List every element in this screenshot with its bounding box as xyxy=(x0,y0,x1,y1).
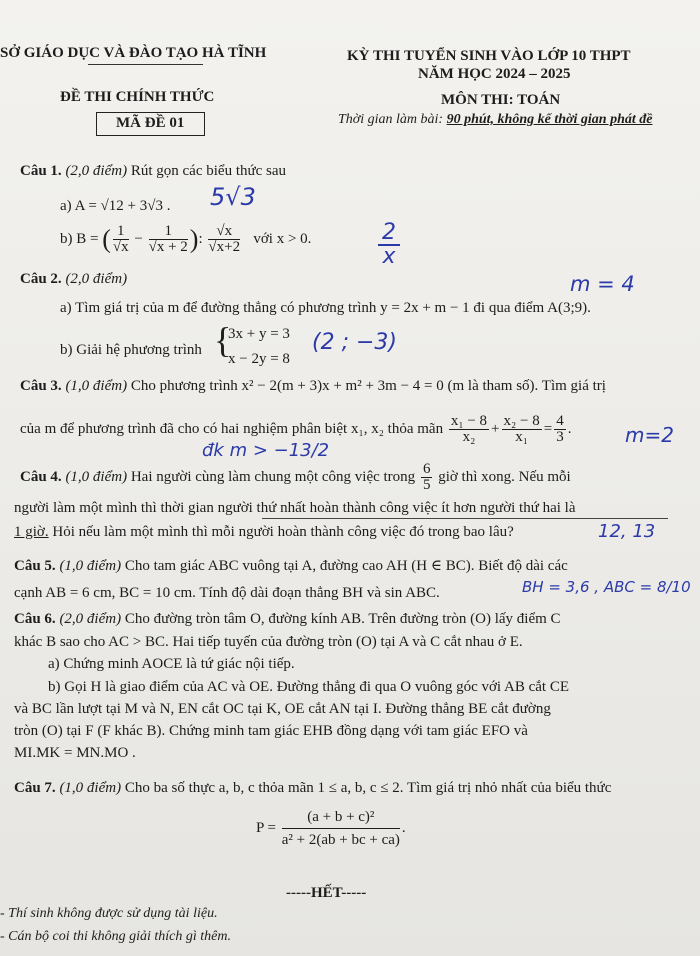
q3-points: (1,0 điểm) xyxy=(65,378,128,394)
q7-p-num: (a + b + c)² xyxy=(282,806,400,829)
q4-points: (1,0 điểm) xyxy=(65,468,128,485)
q7-title: Câu 7. xyxy=(14,780,56,796)
question-5-line1 xyxy=(14,556,568,575)
q7-text: Cho ba số thực a, b, c thỏa mãn 1 ≤ a, b, c ≤ 2. Tìm giá trị nhỏ nhất của biểu thức xyxy=(124,780,612,796)
brace-icon: { xyxy=(214,320,232,360)
q1a-expression: A = √12 + 3√3 . xyxy=(74,198,171,214)
time-value: 90 phút, không kể thời gian phát đề xyxy=(446,112,653,127)
q1a-label: a) xyxy=(60,198,72,214)
question-6-line1 xyxy=(14,611,561,628)
end-marker: -----HẾT----- xyxy=(286,885,367,901)
q7-p-den: a² + 2(ab + bc + ca) xyxy=(281,832,400,848)
handwritten-answer-3: m=2 xyxy=(625,423,674,447)
q5-line1: Cho tam giác ABC vuông tại A, đường cao AH (H ∈ BC). Biết độ dài các xyxy=(124,558,568,574)
q1b-condition: với x > 0. xyxy=(253,230,312,247)
question-4-line2: người làm một mình thì thời gian người thứ nhất hoàn thành công việc ít hơn người thứ hai là xyxy=(14,500,576,516)
q4-line1-end: giờ thì xong. Nếu mỗi xyxy=(438,468,571,485)
q6-points: (2,0 điểm) xyxy=(59,611,122,627)
hw-1b-num: 2 xyxy=(378,222,400,246)
hw-1b-den: x xyxy=(382,244,396,269)
handwritten-answer-4: 12, 13 xyxy=(598,521,656,542)
question-6-part-b3: tròn (O) tại F (F khác B). Chứng minh tam giác EHB đồng dạng với tam giác EFO và xyxy=(14,723,528,739)
q2-points: (2,0 điểm) xyxy=(65,271,128,287)
department-name: SỞ GIÁO DỤC VÀ ĐÀO TẠO HÀ TĨNH xyxy=(0,45,267,61)
school-year: NĂM HỌC 2024 – 2025 xyxy=(418,66,571,82)
handwritten-answer-2b: (2 ; −3) xyxy=(312,330,397,355)
exam-title: KỲ THI TUYỂN SINH VÀO LỚP 10 THPT xyxy=(347,48,631,64)
q2-title: Câu 2. xyxy=(20,271,62,287)
q3-text1: Cho phương trình x² − 2(m + 3)x + m² + 3m − 4 = 0 (m là tham số). Tìm giá trị xyxy=(130,378,606,394)
official-label: ĐỀ THI CHÍNH THỨC xyxy=(60,89,215,105)
q4-frac-num: 6 xyxy=(422,461,431,477)
question-6-part-b1: b) Gọi H là giao điểm của AC và OE. Đường thẳng đi qua O vuông góc với AB cắt CE xyxy=(48,679,569,695)
q3-frac2-den: x₁ xyxy=(515,429,528,445)
q5-title: Câu 5. xyxy=(14,558,56,574)
q7-points: (1,0 điểm) xyxy=(59,780,122,796)
q6-title: Câu 6. xyxy=(14,611,56,627)
q3-title: Câu 3. xyxy=(20,378,62,394)
handwritten-condition-3: đk m > −13/2 xyxy=(202,440,330,461)
footer-note-2: - Cán bộ coi thi không giải thích gì thêm. xyxy=(0,929,231,944)
exam-code: MÃ ĐỀ 01 xyxy=(116,115,185,131)
q2-part-a: a) Tìm giá trị của m để đường thẳng có phương trình y = 2x + m − 1 đi qua điểm A(3;9). xyxy=(60,300,591,316)
dept-underline xyxy=(88,64,203,65)
q1-part-b: b) B = ( $\frac{1}{√x}$ − $\frac{1}{√x + 2}$ ): $\frac{√x}{√x+2}$ với x > 0. xyxy=(60,223,312,255)
q4-line3b: Hỏi nếu làm một mình thì mỗi người hoàn thành công việc đó trong bao lâu? xyxy=(48,524,514,540)
q7-p-end: . xyxy=(401,819,406,836)
q1-part-a xyxy=(60,198,170,215)
question-5-line2: cạnh AB = 6 cm, BC = 10 cm. Tính độ dài đoạn thẳng BH và sin ABC. xyxy=(14,585,440,601)
q3-rhs-num: 4 xyxy=(556,413,564,429)
q2-eq1: 3x + y = 3 xyxy=(228,326,290,342)
question-3-line2: của m để phương trình đã cho có hai nghiệm phân biệt x₁, x₂ thỏa mãn $\frac{\text{x₁ − 8}}{\text{x₂}}$ + $\frac{\text{x₂ − 8}}{\text{x₁}}$ = $\frac{4}{3}$ . xyxy=(20,413,572,445)
handwritten-answer-2a: m = 4 xyxy=(570,272,635,296)
handwritten-underline-1 xyxy=(262,518,668,519)
question-7 xyxy=(14,780,611,797)
question-6-line2: khác B sao cho AC > BC. Hai tiếp tuyến của đường tròn (O) tại A và C cắt nhau ở E. xyxy=(14,634,523,650)
q5-points: (1,0 điểm) xyxy=(59,558,122,574)
handwritten-answer-5: BH = 3,6 , ABC = 8/10 xyxy=(522,578,691,596)
q3-frac2-num: x₂ − 8 xyxy=(503,413,540,429)
q3-text2: của m để phương trình đã cho có hai nghiệm phân biệt x₁, x₂ thỏa mãn xyxy=(20,420,444,437)
q3-rhs-den: 3 xyxy=(556,429,564,445)
question-1 xyxy=(20,163,286,180)
q6-line1: Cho đường tròn tâm O, đường kính AB. Trên đường tròn (O) lấy điểm C xyxy=(124,611,561,627)
question-4-line1 xyxy=(20,462,571,493)
footer-note-1: - Thí sinh không được sử dụng tài liệu. xyxy=(0,906,218,921)
question-6-part-b4: MI.MK = MN.MO . xyxy=(14,745,136,761)
q3-frac1-den: x₂ xyxy=(462,429,476,445)
q1-title: Câu 1. xyxy=(20,163,62,179)
question-6-part-b2: và BC lần lượt tại M và N, EN cắt OC tại K, OE cắt AN tại I. Đường thẳng BE cắt đường xyxy=(14,701,551,717)
subject-title: MÔN THI: TOÁN xyxy=(441,92,561,108)
q7-p-lhs: P = xyxy=(256,819,276,836)
q4-line3a: 1 giờ. xyxy=(14,524,49,540)
time-line xyxy=(338,112,653,128)
q2-part-b: b) Giải hệ phương trình xyxy=(60,342,202,358)
handwritten-answer-1b xyxy=(378,222,400,268)
question-3-line1 xyxy=(20,378,606,395)
q2-eq2: x − 2y = 8 xyxy=(228,351,290,367)
q7-formula xyxy=(256,806,406,851)
q1b-label: b) xyxy=(60,230,73,247)
time-prefix: Thời gian làm bài: xyxy=(338,112,447,127)
q3-frac1-num: x₁ − 8 xyxy=(450,413,488,429)
q1-points: (2,0 điểm) xyxy=(65,163,128,179)
q1-text: Rút gọn các biểu thức sau xyxy=(130,163,287,179)
q4-title: Câu 4. xyxy=(20,468,62,485)
q4-line1: Hai người cùng làm chung một công việc trong xyxy=(130,468,416,485)
question-2 xyxy=(20,271,127,288)
question-4-line3 xyxy=(14,524,514,541)
question-6-part-a: a) Chứng minh AOCE là tứ giác nội tiếp. xyxy=(48,656,295,672)
handwritten-answer-1a: 5√3 xyxy=(210,183,256,211)
q4-frac-den: 5 xyxy=(422,477,431,493)
